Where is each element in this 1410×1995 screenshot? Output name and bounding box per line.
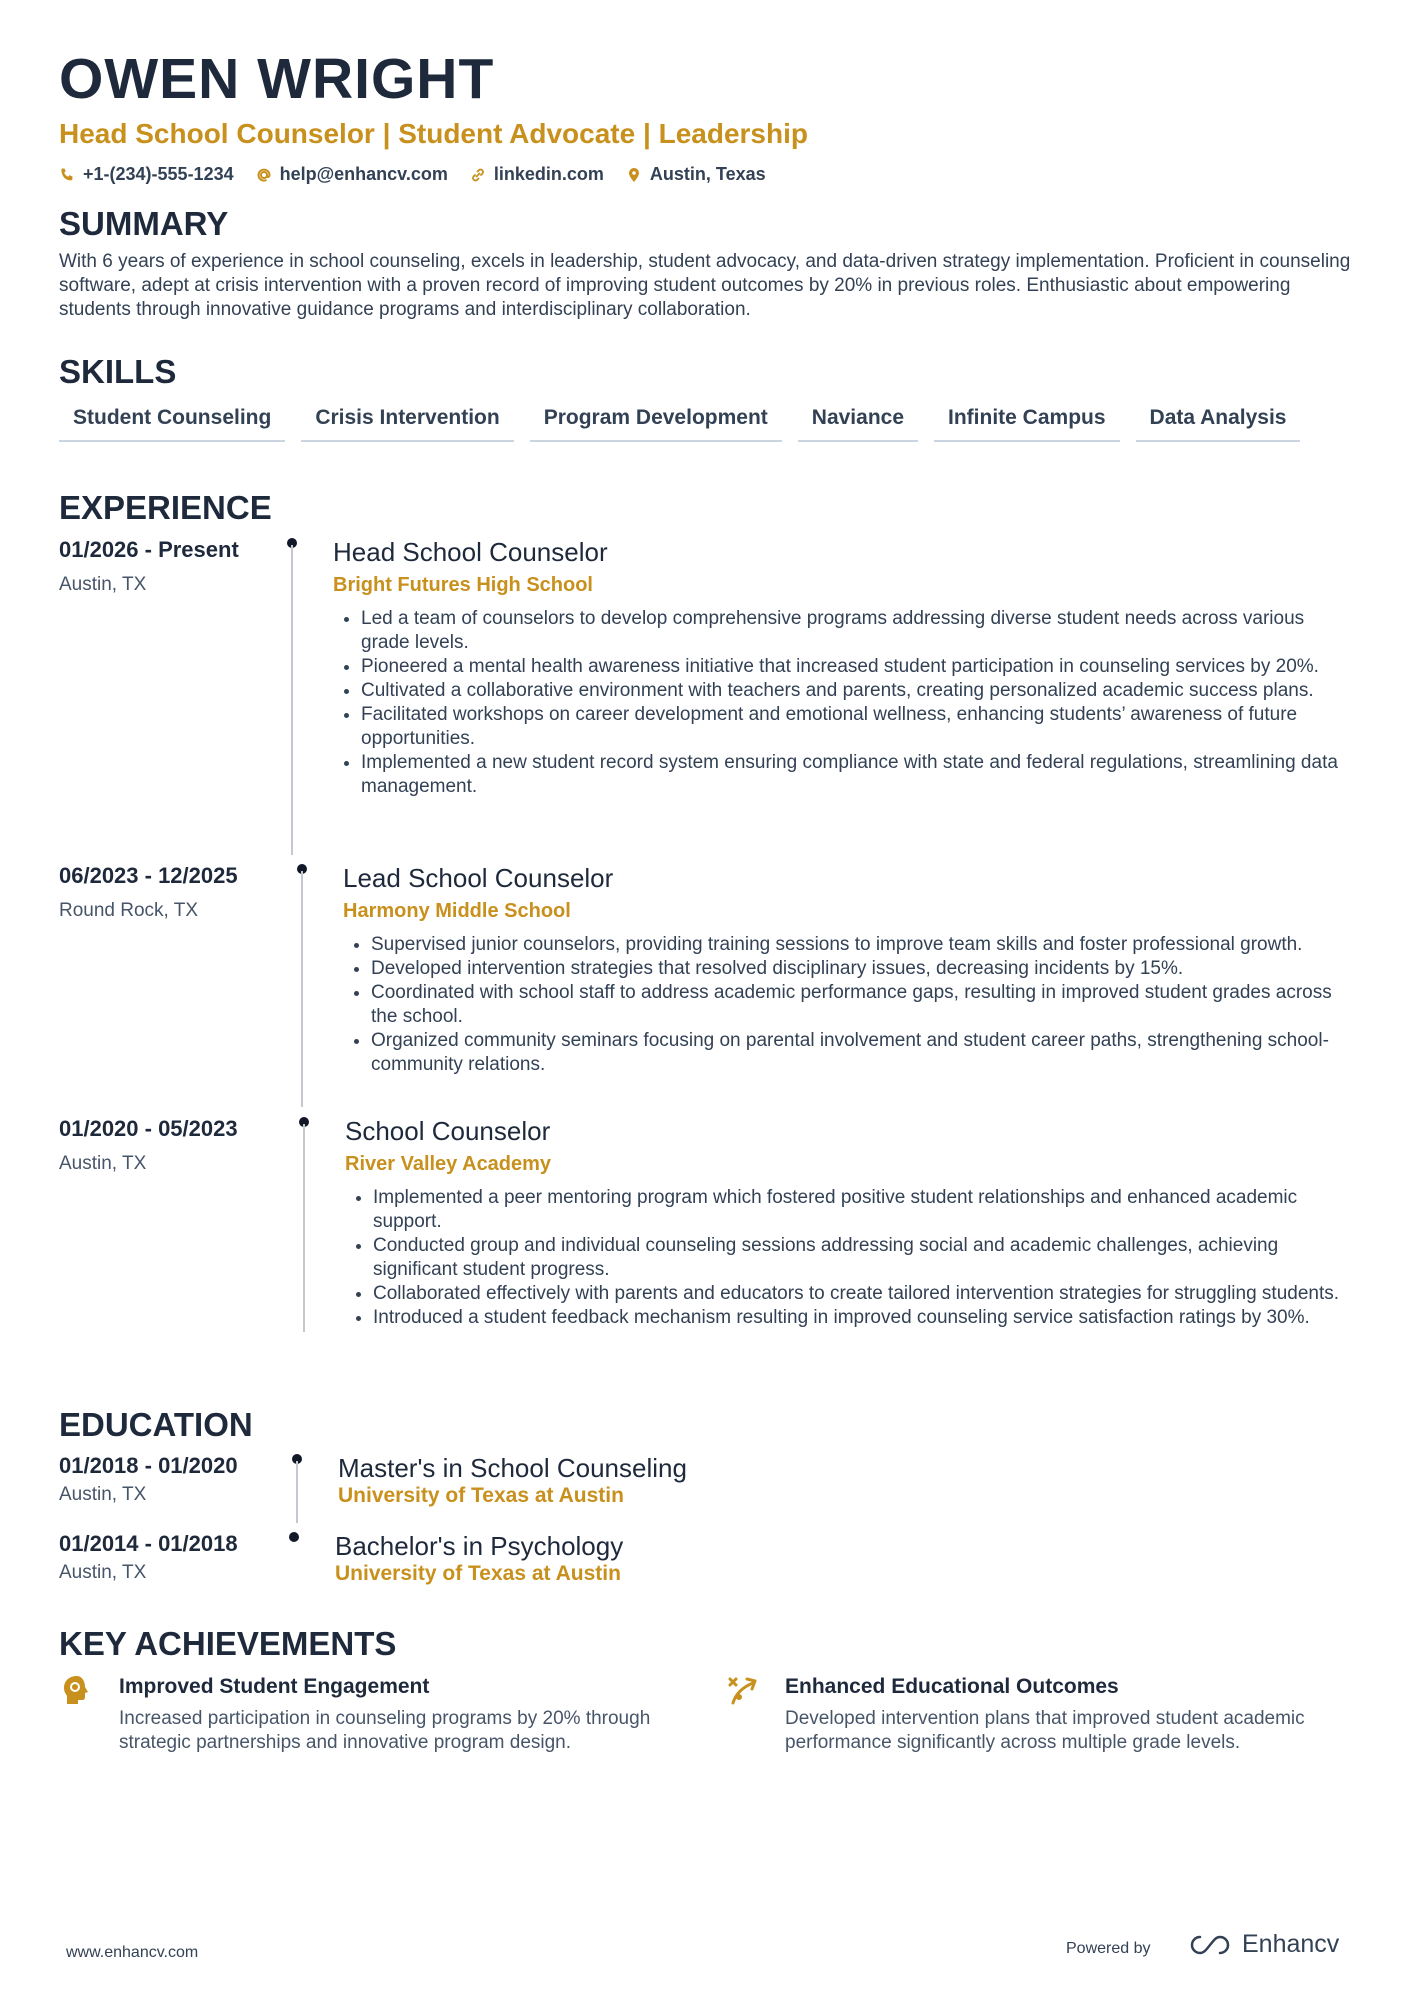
candidate-tagline: Head School Counselor | Student Advocate | Leadership bbox=[59, 118, 808, 149]
education-location: Austin, TX bbox=[59, 1562, 147, 1583]
skill-tag: Naviance bbox=[798, 406, 918, 442]
candidate-name: OWEN WRIGHT bbox=[59, 47, 495, 111]
education-date: 01/2014 - 01/2018 bbox=[59, 1531, 238, 1556]
experience-bullet: • Supervised junior counselors, providing training sessions to improve team skills and foster professional growth. bbox=[371, 933, 1353, 957]
experience-meta bbox=[59, 862, 299, 922]
achievement-item bbox=[725, 1673, 1325, 1783]
skill-tag: Crisis Intervention bbox=[301, 406, 513, 442]
experience-bullet: • Coordinated with school staff to address academic performance gaps, resulting in improved student grades across the school. bbox=[371, 981, 1353, 1029]
link-icon bbox=[470, 167, 486, 183]
experience-location: Round Rock, TX bbox=[59, 900, 199, 921]
experience-date: 06/2023 - 12/2025 bbox=[59, 863, 238, 888]
timeline-line bbox=[296, 1461, 298, 1523]
experience-role: School Counselor bbox=[345, 1116, 551, 1146]
achievement-description: Developed intervention plans that improved student academic performance significantly across multiple grade levels. bbox=[785, 1708, 1305, 1753]
experience-meta bbox=[59, 536, 299, 596]
education-date: 01/2018 - 01/2020 bbox=[59, 1453, 238, 1478]
experience-location: Austin, TX bbox=[59, 1153, 147, 1174]
experience-bullet: • Pioneered a mental health awareness initiative that increased student participation in counseling services by 20%. bbox=[361, 655, 1353, 679]
timeline-line bbox=[291, 545, 293, 855]
skill-tag: Program Development bbox=[530, 406, 782, 442]
skill-tag: Infinite Campus bbox=[934, 406, 1120, 442]
summary-section bbox=[59, 204, 1359, 322]
experience-bullets bbox=[343, 933, 1353, 1077]
education-school: University of Texas at Austin bbox=[335, 1562, 621, 1585]
education-location: Austin, TX bbox=[59, 1484, 147, 1505]
experience-role: Lead School Counselor bbox=[343, 863, 614, 893]
contact-email[interactable] bbox=[256, 164, 448, 185]
summary-text: With 6 years of experience in school counseling, excels in leadership, student advocacy, and data-driven strategy implementation. Proficient in counseling software, adept at crisis intervention with a proven record of improving student outcomes by 20% in previous roles. Enthusiastic about empowering students through innovative guidance programs and interdisciplinary collaboration. bbox=[59, 251, 1351, 320]
skills-title: SKILLS bbox=[59, 353, 177, 390]
powered-by-label: Powered by bbox=[1066, 1940, 1151, 1957]
enhancv-logo-icon bbox=[1186, 1932, 1234, 1958]
contact-email-text: help@enhancv.com bbox=[279, 164, 448, 184]
timeline-line bbox=[301, 871, 303, 1107]
experience-bullet: • Collaborated effectively with parents and educators to create tailored intervention strategies for struggling students. bbox=[373, 1282, 1355, 1306]
contact-linkedin[interactable] bbox=[470, 164, 604, 185]
head-brain-icon bbox=[59, 1673, 95, 1709]
experience-bullet: • Led a team of counselors to develop comprehensive programs addressing diverse student needs across various grade levels. bbox=[361, 607, 1353, 655]
experience-bullet: • Implemented a peer mentoring program which fostered positive student relationships and enhanced academic support. bbox=[373, 1186, 1355, 1234]
experience-bullet: • Organized community seminars focusing on parental involvement and student career paths, strengthening school-community relations. bbox=[371, 1029, 1353, 1077]
at-icon bbox=[256, 167, 272, 183]
experience-bullet: • Introduced a student feedback mechanism resulting in improved counseling service satisfaction ratings by 30%. bbox=[373, 1306, 1355, 1330]
enhancv-logo[interactable] bbox=[1186, 1930, 1339, 1959]
enhancv-logo-text: Enhancv bbox=[1242, 1930, 1340, 1958]
strategy-arrow-icon bbox=[725, 1673, 761, 1709]
experience-title: EXPERIENCE bbox=[59, 489, 272, 526]
experience-company: River Valley Academy bbox=[345, 1153, 552, 1175]
skill-tag: Data Analysis bbox=[1136, 406, 1301, 442]
skills-list bbox=[59, 406, 1300, 442]
experience-role: Head School Counselor bbox=[333, 537, 608, 567]
experience-bullet: • Developed intervention strategies that resolved disciplinary issues, decreasing incidents by 15%. bbox=[371, 957, 1353, 981]
contact-phone[interactable] bbox=[59, 164, 234, 185]
contact-location-text: Austin, Texas bbox=[649, 164, 766, 184]
location-pin-icon bbox=[626, 167, 642, 183]
achievement-title: Improved Student Engagement bbox=[119, 1675, 430, 1698]
phone-icon bbox=[59, 167, 75, 183]
education-item bbox=[338, 1452, 1238, 1508]
experience-bullets bbox=[345, 1186, 1355, 1330]
experience-bullet: • Facilitated workshops on career development and emotional wellness, enhancing students’ awareness of future opportunities. bbox=[361, 703, 1353, 751]
education-degree: Master's in School Counseling bbox=[338, 1453, 687, 1483]
education-degree: Bachelor's in Psychology bbox=[335, 1531, 624, 1561]
achievements-title: KEY ACHIEVEMENTS bbox=[59, 1625, 397, 1662]
experience-item bbox=[343, 862, 1353, 1077]
education-school: University of Texas at Austin bbox=[338, 1484, 624, 1507]
education-meta bbox=[59, 1452, 299, 1506]
experience-bullets bbox=[333, 607, 1353, 799]
summary-title: SUMMARY bbox=[59, 205, 229, 242]
resume-page bbox=[59, 48, 1359, 185]
contact-phone-text: +1-(234)-555-1234 bbox=[83, 164, 234, 184]
achievement-item bbox=[59, 1673, 659, 1783]
experience-bullet: • Cultivated a collaborative environment with teachers and parents, creating personalized academic success plans. bbox=[361, 679, 1353, 703]
experience-date: 01/2020 - 05/2023 bbox=[59, 1116, 238, 1141]
experience-bullet: • Implemented a new student record system ensuring compliance with state and federal regulations, streamlining data management. bbox=[361, 751, 1353, 799]
education-item bbox=[335, 1530, 1235, 1586]
experience-item bbox=[345, 1115, 1355, 1330]
timeline-dot bbox=[289, 1532, 299, 1542]
experience-item bbox=[333, 536, 1353, 799]
achievement-description: Increased participation in counseling programs by 20% through strategic partnerships and innovative program design. bbox=[119, 1708, 651, 1753]
skills-section bbox=[59, 352, 1300, 442]
contact-bar bbox=[59, 164, 1359, 185]
timeline-line bbox=[303, 1124, 305, 1332]
experience-meta bbox=[59, 1115, 299, 1175]
experience-bullet: • Conducted group and individual counseling sessions addressing social and academic challenges, achieving significant student progress. bbox=[373, 1234, 1355, 1282]
experience-company: Bright Futures High School bbox=[333, 574, 593, 596]
footer-url[interactable]: www.enhancv.com bbox=[66, 1944, 199, 1961]
skill-tag: Student Counseling bbox=[59, 406, 285, 442]
experience-date: 01/2026 - Present bbox=[59, 537, 239, 562]
contact-location bbox=[626, 164, 766, 185]
achievement-title: Enhanced Educational Outcomes bbox=[785, 1675, 1119, 1698]
experience-location: Austin, TX bbox=[59, 574, 147, 595]
education-title: EDUCATION bbox=[59, 1406, 253, 1443]
contact-linkedin-text: linkedin.com bbox=[493, 164, 604, 184]
experience-company: Harmony Middle School bbox=[343, 900, 571, 922]
education-meta bbox=[59, 1530, 299, 1584]
